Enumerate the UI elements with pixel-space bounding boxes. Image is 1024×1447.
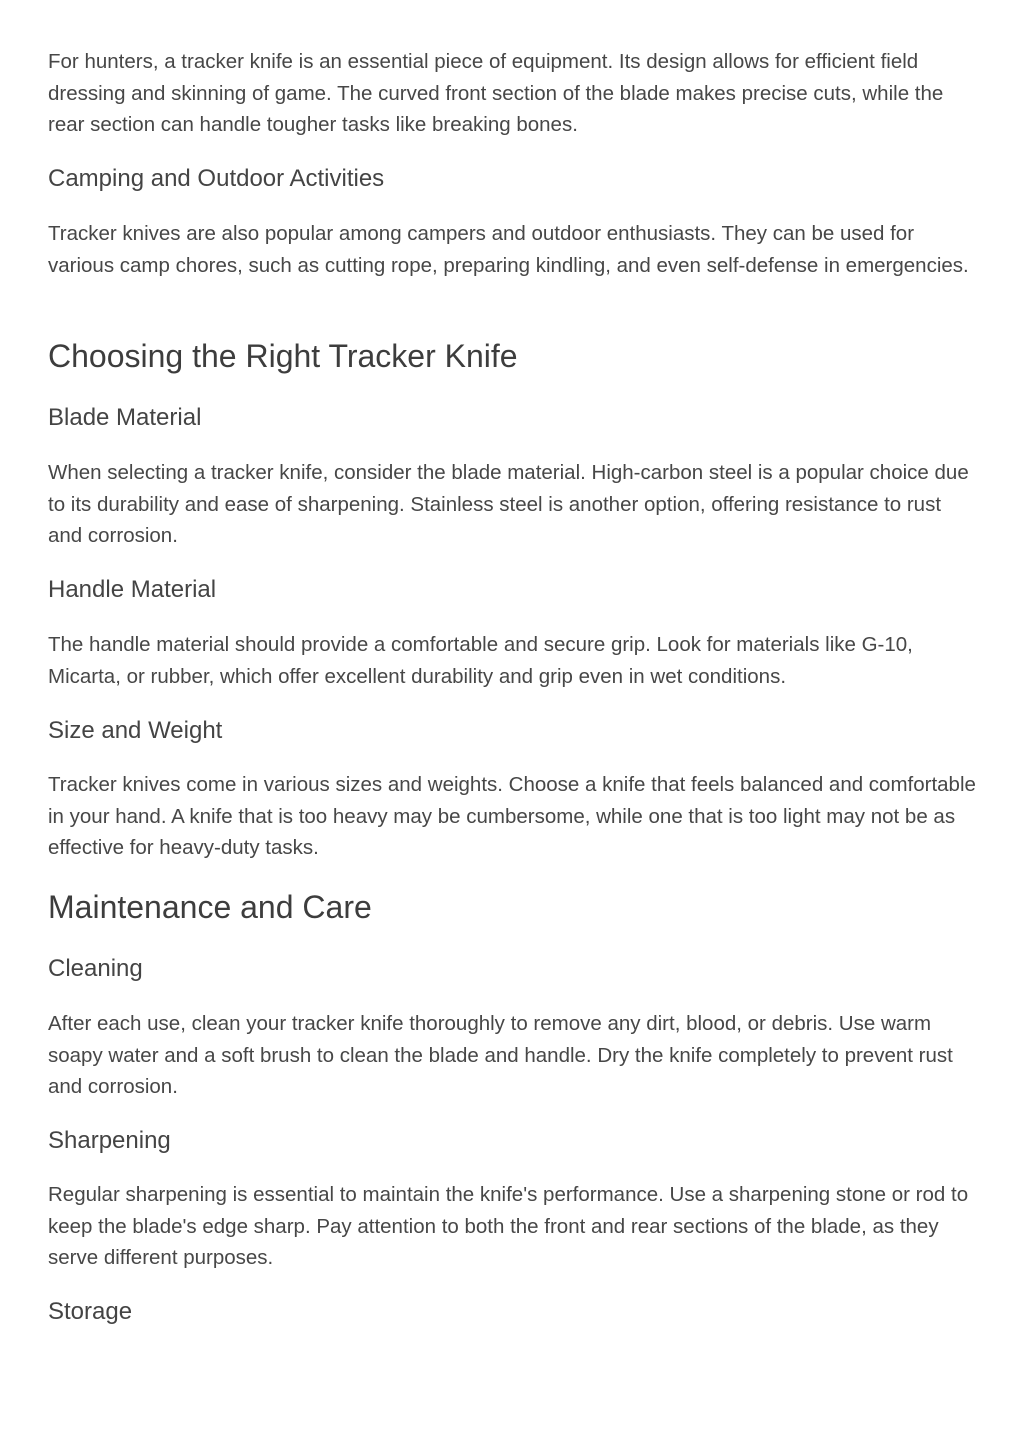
cleaning-heading: Cleaning — [48, 955, 143, 982]
maintenance-section-heading: Maintenance and Care — [48, 889, 372, 925]
handle-material-heading: Handle Material — [48, 576, 217, 603]
handle-material-paragraph: The handle material should provide a comfortable and secure grip. Look for materials like G-10, Micarta, or rubber, which offer excellent durability and grip even in wet conditions. — [48, 633, 913, 688]
cleaning-paragraph: After each use, clean your tracker knife thoroughly to remove any dirt, blood, or debris. Use warm soapy water and a soft brush to clean the blade and handle. Dry the knife completely to prevent rust and corrosion. — [48, 1012, 953, 1098]
sharpening-heading: Sharpening — [48, 1127, 171, 1154]
camping-paragraph: Tracker knives are also popular among campers and outdoor enthusiasts. They can be used for various camp chores, such as cutting rope, preparing kindling, and even self-defense in emergencies. — [48, 222, 969, 277]
size-weight-paragraph: Tracker knives come in various sizes and weights. Choose a knife that feels balanced and comfortable in your hand. A knife that is too heavy may be cumbersome, while one that is too light may not be as effective for heavy-duty tasks. — [48, 773, 976, 859]
size-weight-heading: Size and Weight — [48, 717, 223, 744]
choosing-section-heading: Choosing the Right Tracker Knife — [48, 338, 518, 374]
sharpening-paragraph: Regular sharpening is essential to maintain the knife's performance. Use a sharpening stone or rod to keep the blade's edge sharp. Pay attention to both the front and rear sections of the blade, as they serve different purposes. — [48, 1183, 969, 1269]
camping-heading: Camping and Outdoor Activities — [48, 165, 385, 192]
storage-heading: Storage — [48, 1298, 133, 1325]
blade-material-paragraph: When selecting a tracker knife, consider the blade material. High-carbon steel is a popular choice due to its durability and ease of sharpening. Stainless steel is another option, offering resistance to rust and corrosion. — [48, 461, 969, 547]
blade-material-heading: Blade Material — [48, 404, 202, 431]
intro-paragraph: For hunters, a tracker knife is an essential piece of equipment. Its design allows for efficient field dressing and skinning of game. The curved front section of the blade makes precise cuts, while the rear section can handle tougher tasks like breaking bones. — [48, 50, 944, 136]
